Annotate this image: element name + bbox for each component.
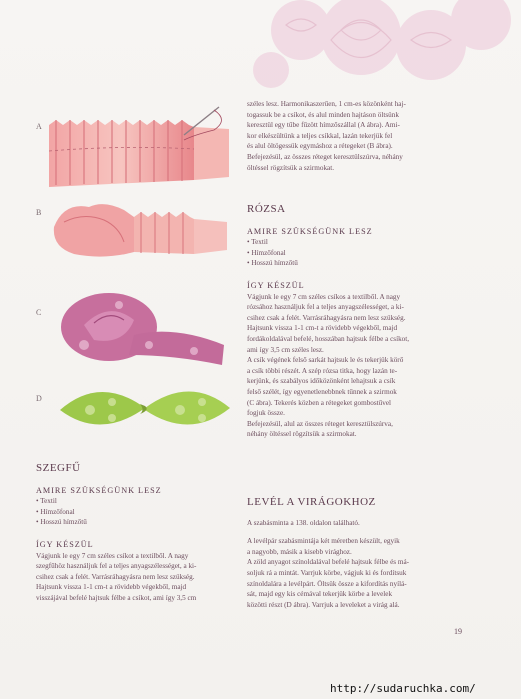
section-title: RÓZSA: [247, 203, 286, 215]
text-line: kerjünk, és szabályos időközönként lehajtsuk a csík: [247, 377, 396, 386]
text-line: csihez csak a felét. Varrásráhagyásra nem lesz szükség.: [247, 313, 406, 322]
figure-label-d: D: [36, 394, 42, 403]
level-section: [247, 497, 467, 610]
text-line: (C ábra). Tekerés közben a rétegeket gombostűvel: [247, 398, 392, 407]
intro-text: [247, 99, 467, 173]
text-line: A zöld anyagot színoldalával befelé hajtsuk félbe és má-: [247, 558, 410, 567]
text-line: csihez csak a felét. Varrásráhagyásra nem lesz szükség.: [36, 572, 195, 581]
figure-label-b: B: [36, 208, 42, 217]
list-item: • Hosszú hímzőtű: [36, 517, 241, 528]
text-line: Befejezésül, az összes réteget keresztülszúrva, néhány: [247, 152, 403, 161]
text-line: A levélpár szabásmintája két méretben készült, egyik: [247, 537, 400, 546]
needs-title: AMIRE SZÜKSÉGÜNK LESZ: [36, 485, 162, 495]
section-title: LEVÉL A VIRÁGOKHOZ: [247, 496, 376, 508]
needs-title: AMIRE SZÜKSÉGÜNK LESZ: [247, 226, 373, 236]
text-line: keresztül egy tűbe fűzött hímzőszállal (A ábra). Ami-: [247, 121, 400, 130]
leaf-pair-figure: [50, 380, 240, 440]
text-line: fogjuk össze.: [247, 409, 285, 418]
text-line: a csík többi részét. A szép rózsa titka, hogy lazán te-: [247, 366, 398, 375]
text-line: széles lesz. Harmonikaszerűen, 1 cm-es közönként haj-: [247, 100, 406, 108]
rolled-rose-figure: [54, 285, 234, 370]
text-line: Vágjunk le egy 7 cm széles csíkot a textilből. A nagy: [36, 551, 189, 560]
text-line: togassuk be a csíkot, és alul minden hajtáson öltsünk: [247, 110, 399, 119]
text-line: közötti részt (D ábra). Varrjuk a leveleket a virág alá.: [247, 600, 400, 609]
text-line: Vágjunk le egy 7 cm széles csíkos a textilből. A nagy: [247, 292, 401, 301]
text-line: néhány öltéssel rögzítsük a szirmokat.: [247, 430, 357, 439]
list-item: • Textil: [247, 237, 467, 248]
how-title: ÍGY KÉSZÜL: [247, 280, 305, 290]
text-line: szegfűhöz használjuk fel a teljes anyagszélességet, a ki-: [36, 562, 197, 571]
text-line: A csík végének felső sarkát hajtsuk le és tekerjük körő: [247, 356, 404, 365]
list-item: • Hímzőfonal: [36, 507, 241, 518]
text-line: Befejezésül, alul az összes réteget keresztülszúrva,: [247, 419, 393, 428]
text-line: visszájával befelé hajtsuk félbe a csíkot, ami így 3,5 cm: [36, 593, 197, 602]
text-line: sát, majd egy kis cémával tekerjük körbe a levelek: [247, 590, 393, 599]
text-line: fordákoldalával befelé, hosszában hajtsuk félbe a csíkot,: [247, 334, 410, 343]
figure-label-c: C: [36, 308, 42, 317]
text-line: rózsához használjuk fel a teljes anyagszélességet, a ki-: [247, 303, 404, 312]
text-line: ami így 3,5 cm széles lesz.: [247, 345, 324, 354]
page-number: 19: [454, 627, 462, 636]
list-item: • Hímzőfonal: [247, 248, 467, 259]
pattern-reference: A szabásminta a 138. oldalon található.: [247, 518, 360, 527]
szegfu-section: [36, 463, 241, 604]
text-line: öltéssel rögzítsük a szirmokat.: [247, 163, 335, 172]
text-line: és alul öltögessük egymáshoz a rétegeket (B ábra).: [247, 142, 393, 151]
text-line: a nagyobb, másik a kisebb virághoz.: [247, 547, 352, 556]
text-line: Hajtsunk vissza 1-1 cm-t a rövidebb végekből, majd: [36, 583, 187, 592]
needs-list: [247, 237, 467, 269]
rozsa-section: [247, 204, 467, 440]
list-item: • Hosszú hímzőtű: [247, 258, 467, 269]
text-line: felső szélét, így egyenetlenebbnek tűnnek a szirmok: [247, 387, 397, 396]
list-item: • Textil: [36, 496, 241, 507]
text-line: soljuk rá a mintát. Varrjuk körbe, vágjuk ki és fordítsuk: [247, 568, 407, 577]
text-line: kor elkészültünk a teljes csíkkal, lazán tekerjük fel: [247, 131, 393, 140]
pleated-fabric-figure: [44, 105, 234, 195]
text-line: Hajtsunk vissza 1-1 cm-t a rövidebb végekből, majd: [247, 324, 398, 333]
watermark-url: http://sudaruchka.com/: [330, 682, 476, 695]
gathered-fabric-figure: [44, 192, 234, 272]
text-line: színoldalára a levélpárt. Öltsük össze a kifordítás nyílá-: [247, 579, 407, 588]
how-title: ÍGY KÉSZÜL: [36, 539, 94, 549]
needs-list: [36, 496, 241, 528]
figure-label-a: A: [36, 122, 42, 131]
section-title: SZEGFŰ: [36, 462, 81, 474]
